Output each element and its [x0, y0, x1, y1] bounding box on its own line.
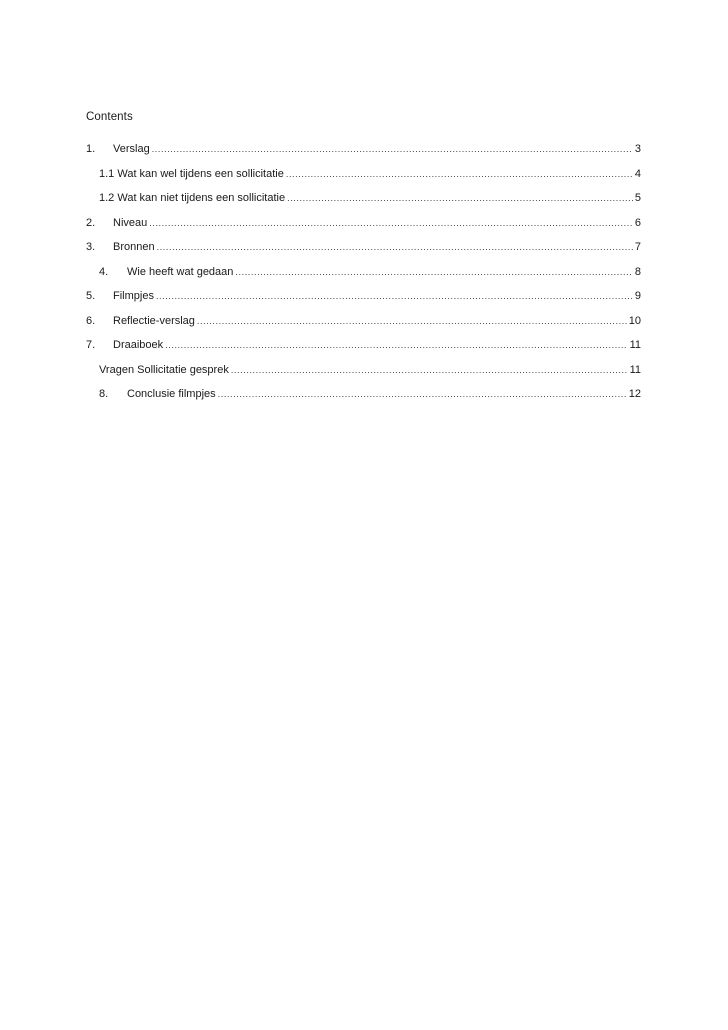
toc-entry-verslag[interactable]	[86, 142, 641, 167]
toc-entry-page: 4	[634, 167, 641, 180]
toc-entry-number: 7.	[86, 339, 96, 351]
toc-entry-wie-heeft-wat-gedaan[interactable]	[86, 265, 641, 290]
table-of-contents	[86, 142, 641, 412]
toc-entry-conclusie-filmpjes[interactable]	[86, 387, 641, 412]
toc-entry-page: 7	[634, 241, 641, 253]
toc-entry-page: 12	[628, 388, 641, 400]
toc-dot-leader	[152, 142, 633, 156]
toc-entry-title: Verslag	[113, 143, 150, 155]
toc-entry-number: 6.	[86, 314, 96, 327]
toc-entry-title: 1.1 Wat kan wel tijdens een sollicitatie	[99, 167, 284, 180]
toc-entry-number: 5.	[86, 290, 96, 302]
toc-dot-leader	[235, 265, 632, 279]
toc-entry-number: 2.	[86, 216, 96, 229]
toc-dot-leader	[165, 338, 627, 352]
toc-entry-title: Conclusie filmpjes	[127, 388, 216, 400]
toc-dot-leader	[287, 191, 633, 205]
toc-dot-leader	[218, 387, 627, 401]
toc-dot-leader	[149, 216, 633, 230]
toc-entry-draaiboek[interactable]	[86, 338, 641, 363]
toc-entry-number: 8.	[99, 388, 109, 400]
toc-dot-leader	[286, 167, 633, 181]
toc-entry-title: Reflectie-verslag	[113, 314, 195, 327]
toc-dot-leader	[231, 363, 628, 377]
toc-entry-number: 3.	[86, 241, 96, 253]
toc-entry-page: 3	[634, 143, 641, 155]
toc-entry-page: 8	[634, 265, 641, 278]
toc-entry-page: 10	[628, 314, 641, 327]
toc-entry-wat-kan-niet[interactable]	[86, 191, 641, 216]
toc-entry-vragen-sollicitatie-gesprek[interactable]	[86, 363, 641, 388]
toc-entry-page: 11	[629, 339, 641, 351]
toc-entry-title: Vragen Sollicitatie gesprek	[99, 363, 229, 376]
toc-entry-page: 9	[634, 290, 641, 302]
toc-entry-reflectie-verslag[interactable]	[86, 314, 641, 339]
toc-entry-title: 1.2 Wat kan niet tijdens een sollicitatie	[99, 192, 286, 204]
toc-heading: Contents	[86, 111, 133, 123]
toc-entry-number: 1.	[86, 143, 96, 155]
toc-dot-leader	[157, 240, 633, 254]
toc-entry-filmpjes[interactable]	[86, 289, 641, 314]
toc-entry-title: Draaiboek	[113, 339, 164, 351]
toc-entry-niveau[interactable]	[86, 216, 641, 241]
toc-entry-title: Niveau	[113, 216, 148, 229]
toc-entry-title: Filmpjes	[113, 290, 154, 302]
toc-entry-number: 4.	[99, 265, 109, 278]
toc-entry-page: 5	[634, 192, 641, 204]
toc-entry-page: 6	[634, 216, 641, 229]
toc-dot-leader	[156, 289, 633, 303]
toc-entry-title: Wie heeft wat gedaan	[127, 265, 234, 278]
toc-entry-title: Bronnen	[113, 241, 155, 253]
toc-entry-wat-kan-wel[interactable]	[86, 167, 641, 192]
toc-entry-page: 11	[629, 363, 641, 376]
toc-entry-bronnen[interactable]	[86, 240, 641, 265]
toc-dot-leader	[197, 314, 627, 328]
